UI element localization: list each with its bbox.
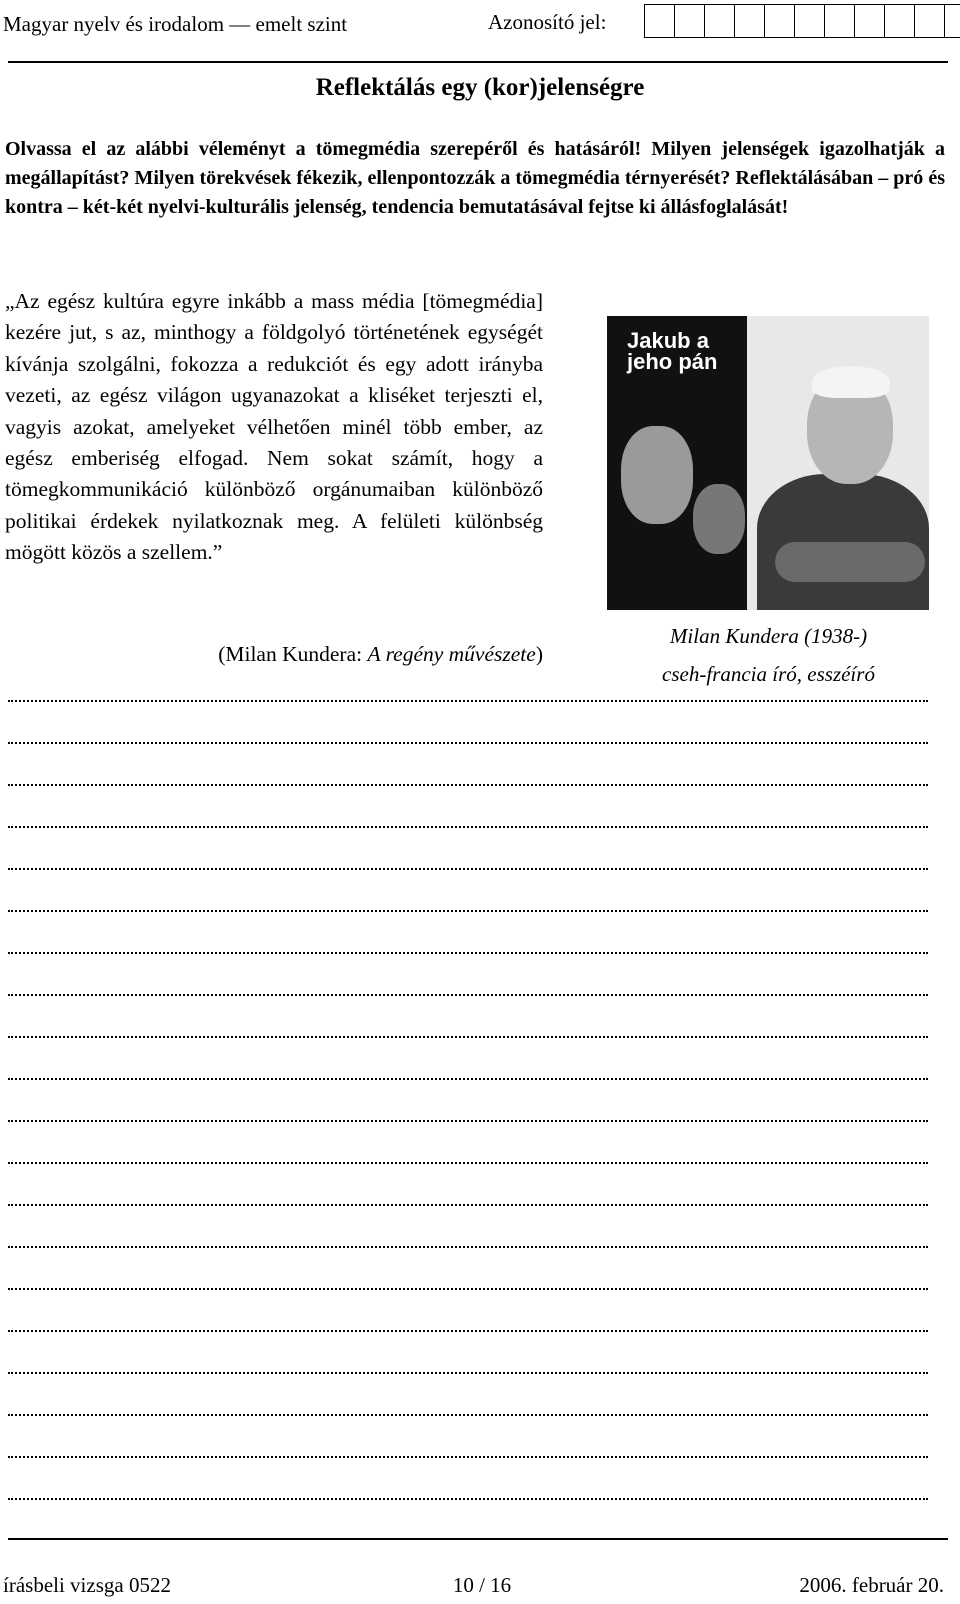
answer-line[interactable] <box>8 910 928 912</box>
task-instructions: Olvassa el az alábbi véleményt a tömegmédia szerepéről és hatásáról! Milyen jelenségek igazolhatják a megállapítást? Milyen törekvések fékezik, ellenpontozzák a tömegmédia térnyerését? Reflektálásában – pró és kontra – két-két nyelvi-kulturális jelenség, tendencia bemutatásával fejtse ki állásfoglalását! <box>5 138 945 218</box>
id-box[interactable] <box>944 4 960 38</box>
answer-line[interactable] <box>8 1456 928 1458</box>
answer-line[interactable] <box>8 994 928 996</box>
page-title: Reflektálás egy (kor)jelenségre <box>315 74 645 101</box>
id-box[interactable] <box>914 4 945 38</box>
poster-face <box>621 426 693 524</box>
footer-rule <box>8 1538 948 1540</box>
answer-line[interactable] <box>8 952 928 954</box>
answer-line[interactable] <box>8 868 928 870</box>
answer-line[interactable] <box>8 700 928 702</box>
answer-line[interactable] <box>8 742 928 744</box>
source-title: A regény művészete <box>367 642 536 666</box>
kundera-photo <box>607 316 929 610</box>
answer-line[interactable] <box>8 1246 928 1248</box>
answer-line[interactable] <box>8 1330 928 1332</box>
id-box[interactable] <box>704 4 735 38</box>
source-prefix: (Milan Kundera: <box>218 642 368 666</box>
subject-label: Magyar nyelv és irodalom — emelt szint <box>3 12 348 36</box>
answer-line[interactable] <box>8 1288 928 1290</box>
answer-line[interactable] <box>8 1204 928 1206</box>
page-header <box>0 0 960 64</box>
id-label: Azonosító jel: <box>488 10 607 34</box>
answer-line[interactable] <box>8 1414 928 1416</box>
quote-text: „Az egész kultúra egyre inkább a mass média [tömegmédia] kezére jut, s az, minthogy a földgolyó történetének egységét kívánja szolgálni, fokozza a redukciót és egy adott irányba vezeti, az egész világon ugyanazokat a kliséket terjeszti el, vagyis azokat, amelyeket vélhetően minél több ember, az egész emberiség elfogad. Nem sokat számít, hogy a tömegkommunikáció különböző orgánumaiban különböző politikai érdekek nyilatkoznak meg. A felületi különbség mögött közös a szellem.” <box>5 289 543 565</box>
id-box[interactable] <box>854 4 885 38</box>
id-box[interactable] <box>764 4 795 38</box>
id-boxes <box>645 4 960 38</box>
movie-poster <box>607 316 747 610</box>
header-rule <box>8 61 948 63</box>
person-arms <box>775 542 925 582</box>
answer-line[interactable] <box>8 1036 928 1038</box>
quote-source <box>5 642 543 667</box>
id-box[interactable] <box>824 4 855 38</box>
answer-line[interactable] <box>8 784 928 786</box>
footer-exam-code: írásbeli vizsga 0522 <box>3 1573 171 1597</box>
poster-title: Jakub a jeho pán <box>627 328 718 374</box>
caption-description: cseh-francia író, esszéíró <box>662 662 875 686</box>
answer-line[interactable] <box>8 1498 928 1500</box>
id-box[interactable] <box>794 4 825 38</box>
answer-lines[interactable] <box>8 700 928 1540</box>
footer-page-number: 10 / 16 <box>452 1573 512 1597</box>
answer-line[interactable] <box>8 1372 928 1374</box>
answer-line[interactable] <box>8 1162 928 1164</box>
id-box[interactable] <box>674 4 705 38</box>
answer-line[interactable] <box>8 1120 928 1122</box>
source-suffix: ) <box>535 642 543 666</box>
answer-line[interactable] <box>8 1078 928 1080</box>
caption-name: Milan Kundera (1938-) <box>669 624 868 648</box>
answer-line[interactable] <box>8 826 928 828</box>
id-box[interactable] <box>884 4 915 38</box>
id-box[interactable] <box>734 4 765 38</box>
footer-date: 2006. február 20. <box>799 1573 944 1597</box>
id-box[interactable] <box>644 4 675 38</box>
person-hair <box>812 366 890 398</box>
poster-face <box>693 484 745 554</box>
